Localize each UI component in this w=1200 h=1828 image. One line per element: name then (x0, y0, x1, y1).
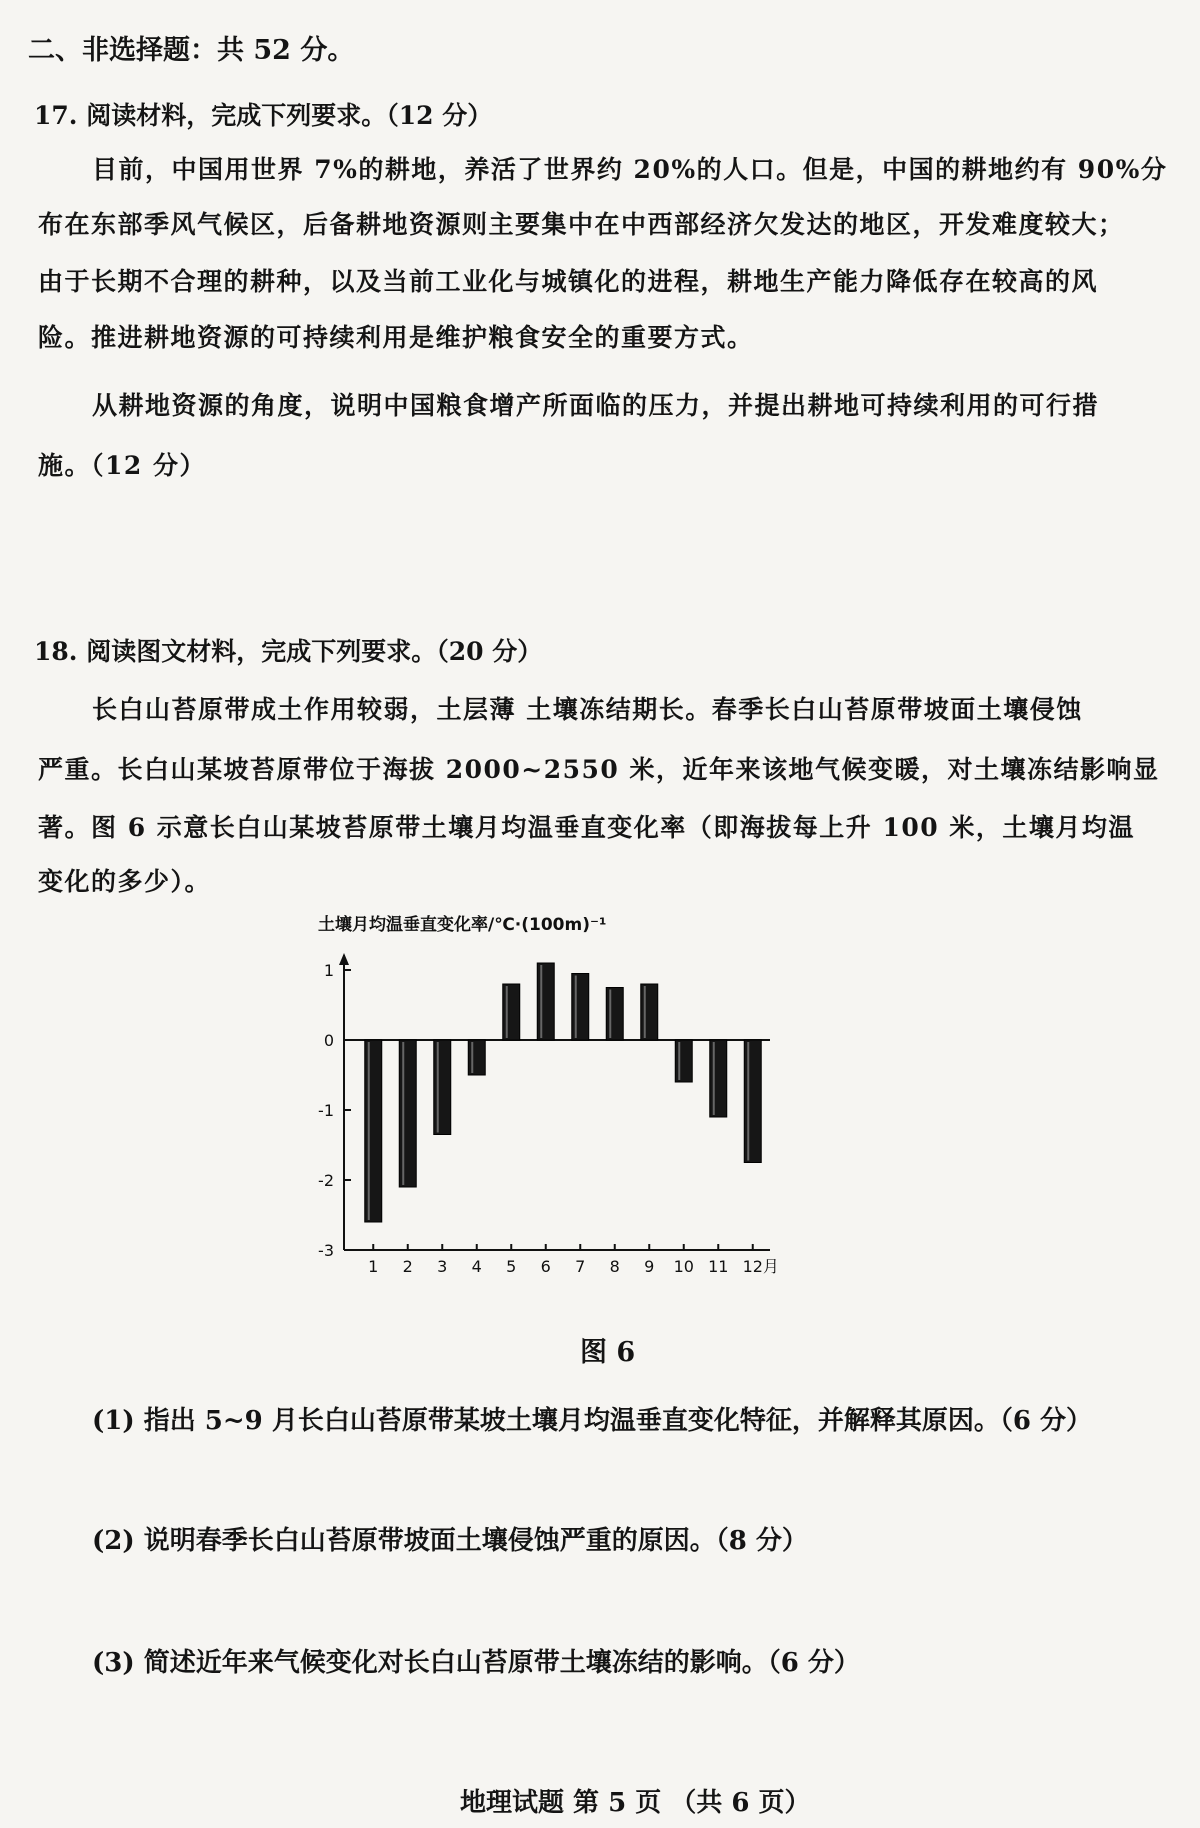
q18-material-line-3: 著。图 6 示意长白山某坡苔原带土壤月均温垂直变化率（即海拔每上升 100 米，土壤月均温 (38, 813, 1135, 842)
bar-10 (675, 1040, 692, 1082)
bar-7 (572, 974, 589, 1041)
y-tick-label: -1 (318, 1101, 334, 1120)
figure-caption: 图 6 (580, 1337, 636, 1368)
x-tick-label: 9 (644, 1257, 655, 1276)
x-tick-label: 6 (540, 1257, 551, 1276)
y-axis-title: 土壤月均温垂直变化率/℃·(100m)⁻¹ (318, 915, 607, 935)
x-tick-label: 5 (506, 1257, 517, 1276)
x-tick-label: 12月 (742, 1257, 779, 1276)
q18-material-line-4: 变化的多少）。 (38, 867, 212, 896)
q17-material-line-1: 目前，中国用世界 7%的耕地，养活了世界约 20%的人口。但是，中国的耕地约有 90%分 (92, 155, 1168, 184)
q18-material-line-1: 长白山苔原带成土作用较弱，土层薄 土壤冻结期长。春季长白山苔原带坡面土壤侵蚀 (92, 695, 1083, 724)
bar-12月 (744, 1040, 761, 1163)
x-tick-label: 1 (368, 1257, 379, 1276)
y-tick-label: -3 (318, 1241, 334, 1260)
bar-4 (468, 1040, 485, 1075)
bar-3 (434, 1040, 451, 1135)
bar-8 (606, 988, 623, 1041)
q17-material-line-4: 险。推进耕地资源的可持续利用是维护粮食安全的重要方式。 (38, 323, 754, 352)
x-tick-label: 10 (673, 1257, 694, 1276)
x-tick-label: 3 (437, 1257, 448, 1276)
q17-material-line-3: 由于长期不合理的耕种，以及当前工业化与城镇化的进程，耕地生产能力降低存在较高的风 (38, 267, 1099, 296)
y-tick-label: 1 (323, 961, 334, 980)
bar-9 (641, 984, 658, 1040)
x-tick-label: 4 (471, 1257, 482, 1276)
q18-material-line-2: 严重。长白山某坡苔原带位于海拔 2000~2550 米，近年来该地气候变暖，对土壤冻结影响显 (38, 755, 1160, 784)
bar-2 (399, 1040, 416, 1187)
question-18-3: (3) 简述近年来气候变化对长白山苔原带土壤冻结的影响。（6 分） (92, 1648, 860, 1678)
bar-11 (710, 1040, 727, 1117)
x-tick-label: 11 (708, 1257, 729, 1276)
q18-title: 18. 阅读图文材料，完成下列要求。（20 分） (34, 637, 543, 666)
x-tick-label: 8 (609, 1257, 620, 1276)
x-tick-label: 7 (575, 1257, 586, 1276)
section-title: 二、非选择题：共 52 分。 (28, 35, 355, 66)
q17-task-line-2: 施。（12 分） (38, 451, 206, 480)
q17-title: 17. 阅读材料，完成下列要求。（12 分） (34, 101, 493, 130)
bar-6 (537, 963, 554, 1040)
y-tick-label: 0 (323, 1031, 334, 1050)
q17-material-line-2: 布在东部季风气候区，后备耕地资源则主要集中在中西部经济欠发达的地区，开发难度较大； (38, 210, 1125, 239)
y-tick-label: -2 (318, 1171, 334, 1190)
question-18-2: (2) 说明春季长白山苔原带坡面土壤侵蚀严重的原因。（8 分） (92, 1526, 808, 1556)
bar-5 (503, 984, 520, 1040)
bar-1 (365, 1040, 382, 1222)
question-18-1: (1) 指出 5~9 月长白山苔原带某坡土壤月均温垂直变化特征，并解释其原因。（6 分） (92, 1406, 1092, 1436)
page-footer: 地理试题 第 5 页 （共 6 页） (460, 1788, 811, 1818)
figure-6-bar-chart (300, 900, 920, 1320)
y-axis-arrow (339, 953, 349, 965)
x-tick-label: 2 (402, 1257, 413, 1276)
q17-task-line-1: 从耕地资源的角度，说明中国粮食增产所面临的压力，并提出耕地可持续利用的可行措 (92, 391, 1100, 420)
